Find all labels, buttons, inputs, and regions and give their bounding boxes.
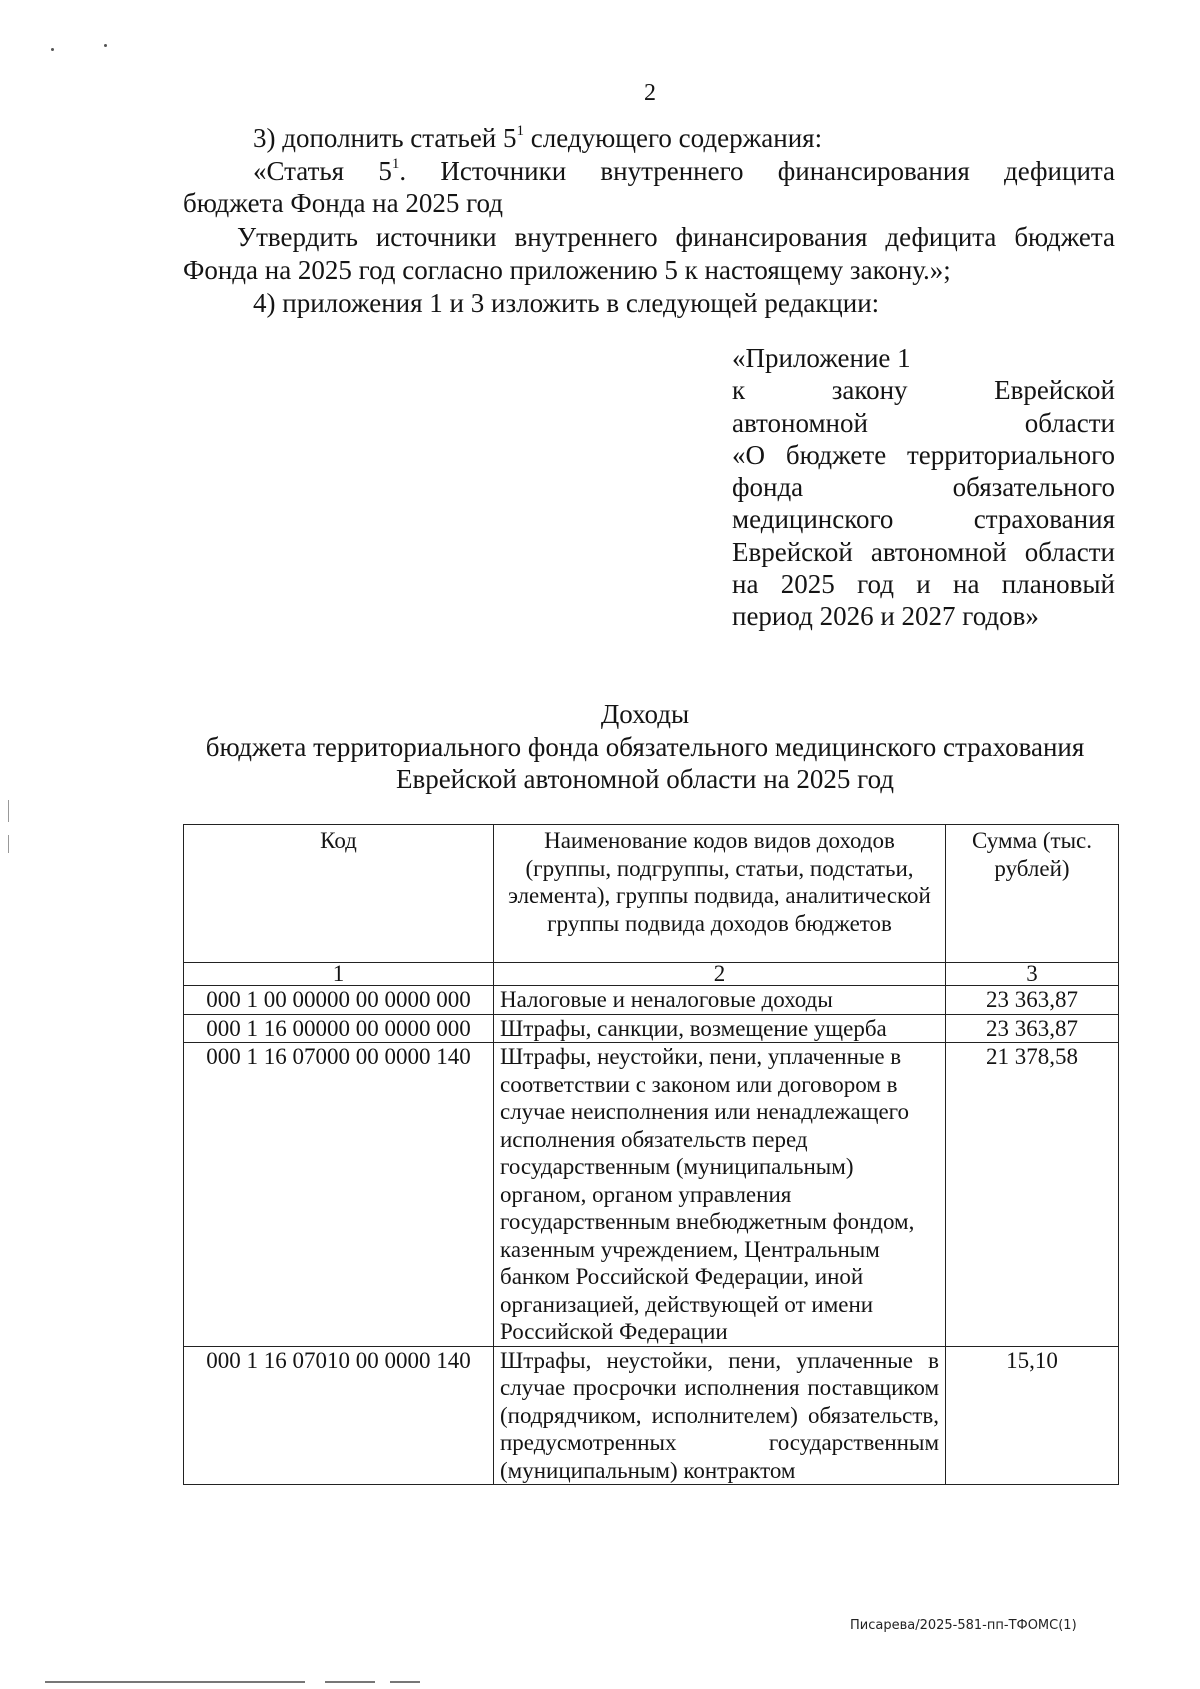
column-number: 3 [946,963,1119,986]
table-row [184,1043,1119,1347]
table-row [184,1346,1119,1485]
document-heading-title: Доходы [600,699,690,729]
paragraph-text: «Статья 5 [253,156,392,186]
row-code: 000 1 16 00000 00 0000 000 [184,1014,494,1043]
header-code: Код [184,825,494,963]
row-name: Налоговые и неналоговые доходы [494,986,946,1015]
appendix-line: «О бюджете территориального [732,439,1115,470]
superscript: 1 [391,156,400,172]
appendix-line: медицинского страхования [732,504,1115,535]
scan-bottom-rule [390,1681,420,1683]
appendix-line: автономной области [732,407,1115,438]
document-heading-line3: Еврейской автономной области на 2025 год [395,764,895,794]
scan-bottom-rule [325,1681,375,1683]
table-numbering-row [184,963,1119,986]
row-sum: 21 378,58 [946,1043,1119,1347]
column-number: 1 [184,963,494,986]
paragraph-amendment-3 [253,122,1113,154]
row-name: Штрафы, неустойки, пени, уплаченные в соответствии с законом или договором в случае неисполнения или ненадлежащего исполнения обязательств перед государственным (муниципальным) органом, органом управления государственным внебюджетным фондом, казенным учреждением, Центральным банком Российской Федерации, иной организацией, действующей от имени Российской Федерации [494,1043,946,1347]
appendix-line: на 2025 год и на плановый [732,569,1115,600]
appendix-line: фонда обязательного [732,472,1115,503]
row-name: Штрафы, санкции, возмещение ущерба [494,1014,946,1043]
appendix-reference [732,342,1115,633]
scan-edge-mark [8,835,9,853]
superscript: 1 [516,123,525,139]
appendix-line: Еврейской автономной области [732,536,1115,567]
page-number: 2 [644,80,656,106]
column-number: 2 [494,963,946,986]
paragraph-text: . Источники внутреннего финансирования дефицита [399,156,1116,186]
scan-bottom-rule [45,1681,305,1683]
document-reference-code: Писарева/2025-581-пп-ТФОМС(1) [850,1618,1077,1633]
row-sum: 15,10 [946,1346,1119,1485]
income-table [183,824,1119,1485]
document-heading-line2: бюджета территориального фонда обязательного медицинского страхования [205,732,1085,762]
table-row [184,986,1119,1015]
scan-speck [51,48,54,51]
row-code: 000 1 16 07010 00 0000 140 [184,1346,494,1485]
row-sum: 23 363,87 [946,986,1119,1015]
header-name: Наименование кодов видов доходов (группы, подгруппы, статьи, подстатьи, элемента), группы подвида, аналитической группы подвида доходов бюджетов [494,825,946,963]
row-sum: 23 363,87 [946,1014,1119,1043]
scan-edge-mark [8,800,9,822]
table-header-row [184,825,1119,963]
paragraph-text: следующего содержания: [524,123,823,153]
header-sum: Сумма (тыс. рублей) [946,825,1119,963]
paragraph-approve-line2: Фонда на 2025 год согласно приложению 5 к настоящему закону.»; [183,255,951,285]
paragraph-approve-line1: Утвердить источники внутреннего финансирования дефицита бюджета [237,222,1115,252]
scan-speck [104,44,107,47]
table-row [184,1014,1119,1043]
paragraph-amendment-4: 4) приложения 1 и 3 изложить в следующей редакции: [253,288,880,318]
paragraph-text: 3) дополнить статьей 5 [253,123,517,153]
appendix-line: период 2026 и 2027 годов» [732,601,1039,632]
paragraph-article-title-line1 [253,155,1115,187]
row-name: Штрафы, неустойки, пени, уплаченные в случае просрочки исполнения поставщиком (подрядчиком, исполнителем) обязательств, предусмотренных государственным (муниципальным) контрактом [494,1346,946,1485]
appendix-line: к закону Еврейской [732,375,1115,406]
paragraph-article-title-line2: бюджета Фонда на 2025 год [183,188,503,218]
appendix-line: «Приложение 1 [732,343,911,373]
row-code: 000 1 16 07000 00 0000 140 [184,1043,494,1347]
row-code: 000 1 00 00000 00 0000 000 [184,986,494,1015]
